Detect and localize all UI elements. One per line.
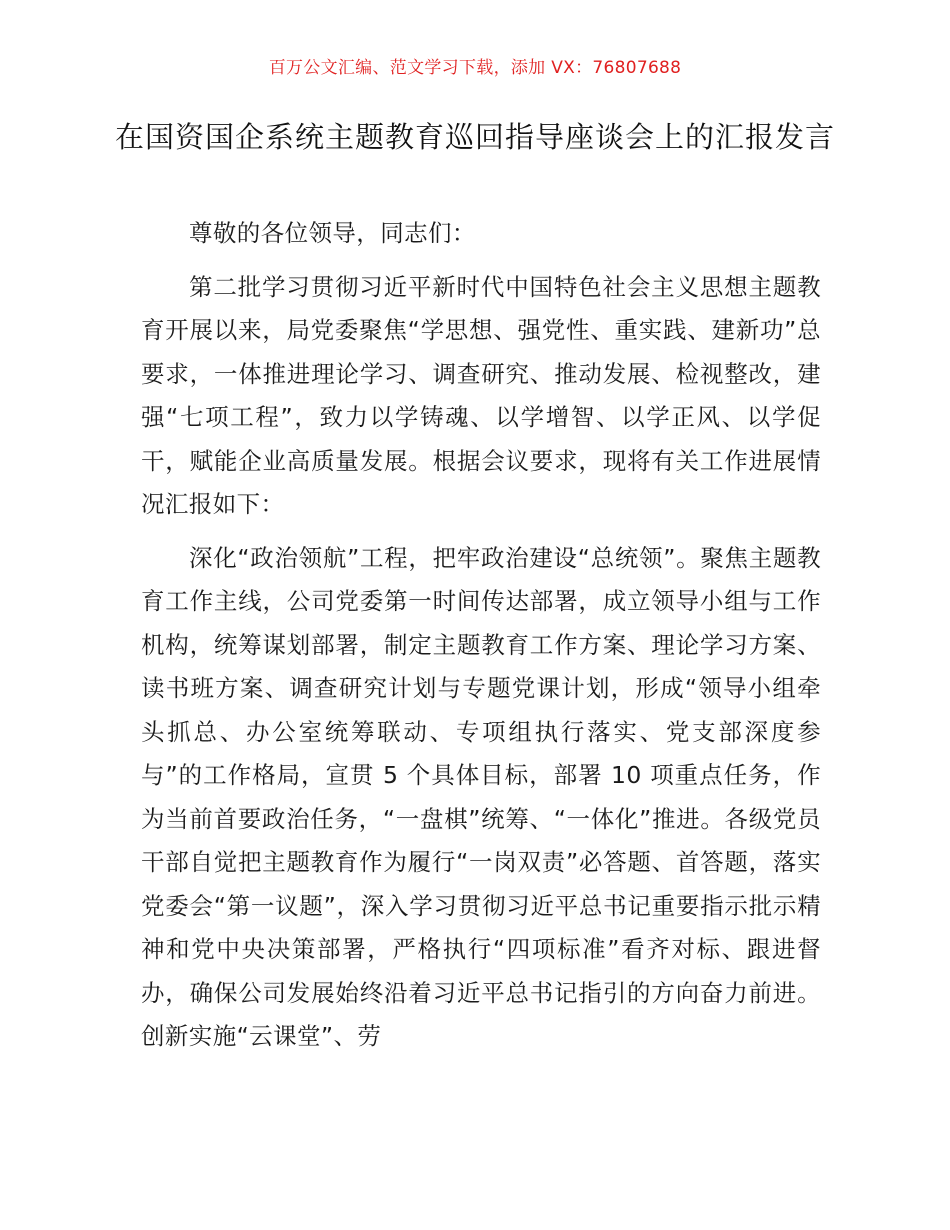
document-title: 在国资国企系统主题教育巡回指导座谈会上的汇报发言 [114,120,835,154]
paragraph-intro: 第二批学习贯彻习近平新时代中国特色社会主义思想主题教育开展以来，局党委聚焦“学思想、强党性、重实践、建新功”总要求，一体推进理论学习、调查研究、推动发展、检视整改，建强“七项工程”，致力以学铸魂、以学增智、以学正风、以学促干，赋能企业高质量发展。根据会议要求，现将有关工作进展情况汇报如下： [141,272,821,518]
paragraph-political-leadership: 深化“政治领航”工程，把牢政治建设“总统领”。聚焦主题教育工作主线，公司党委第一时间传达部署，成立领导小组与工作机构，统筹谋划部署，制定主题教育工作方案、理论学习方案、读书班方案、调查研究计划与专题党课计划，形成“领导小组牵头抓总、办公室统筹联动、专项组执行落实、党支部深度参与”的工作格局，宣贯 5 个具体目标，部署 10 项重点任务，作为当前首要政治任务，“一盘棋”统筹、“一体化”推进。各级党员干部自觉把主题教育作为履行“一岗双责”必答题、首答题，落实党委会“第一议题”，深入学习贯彻习近平总书记重要指示批示精神和党中央决策部署，严格执行“四项标准”看齐对标、跟进督办，确保公司发展始终沿着习近平总书记指引的方向奋力前进。创新实施“云课堂”、劳 [141,543,821,1050]
header-watermark-note: 百万公文汇编、范文学习下载，添加 VX：76807688 [268,58,682,78]
document-body [141,212,821,1059]
salutation: 尊敬的各位领导，同志们： [189,219,476,247]
